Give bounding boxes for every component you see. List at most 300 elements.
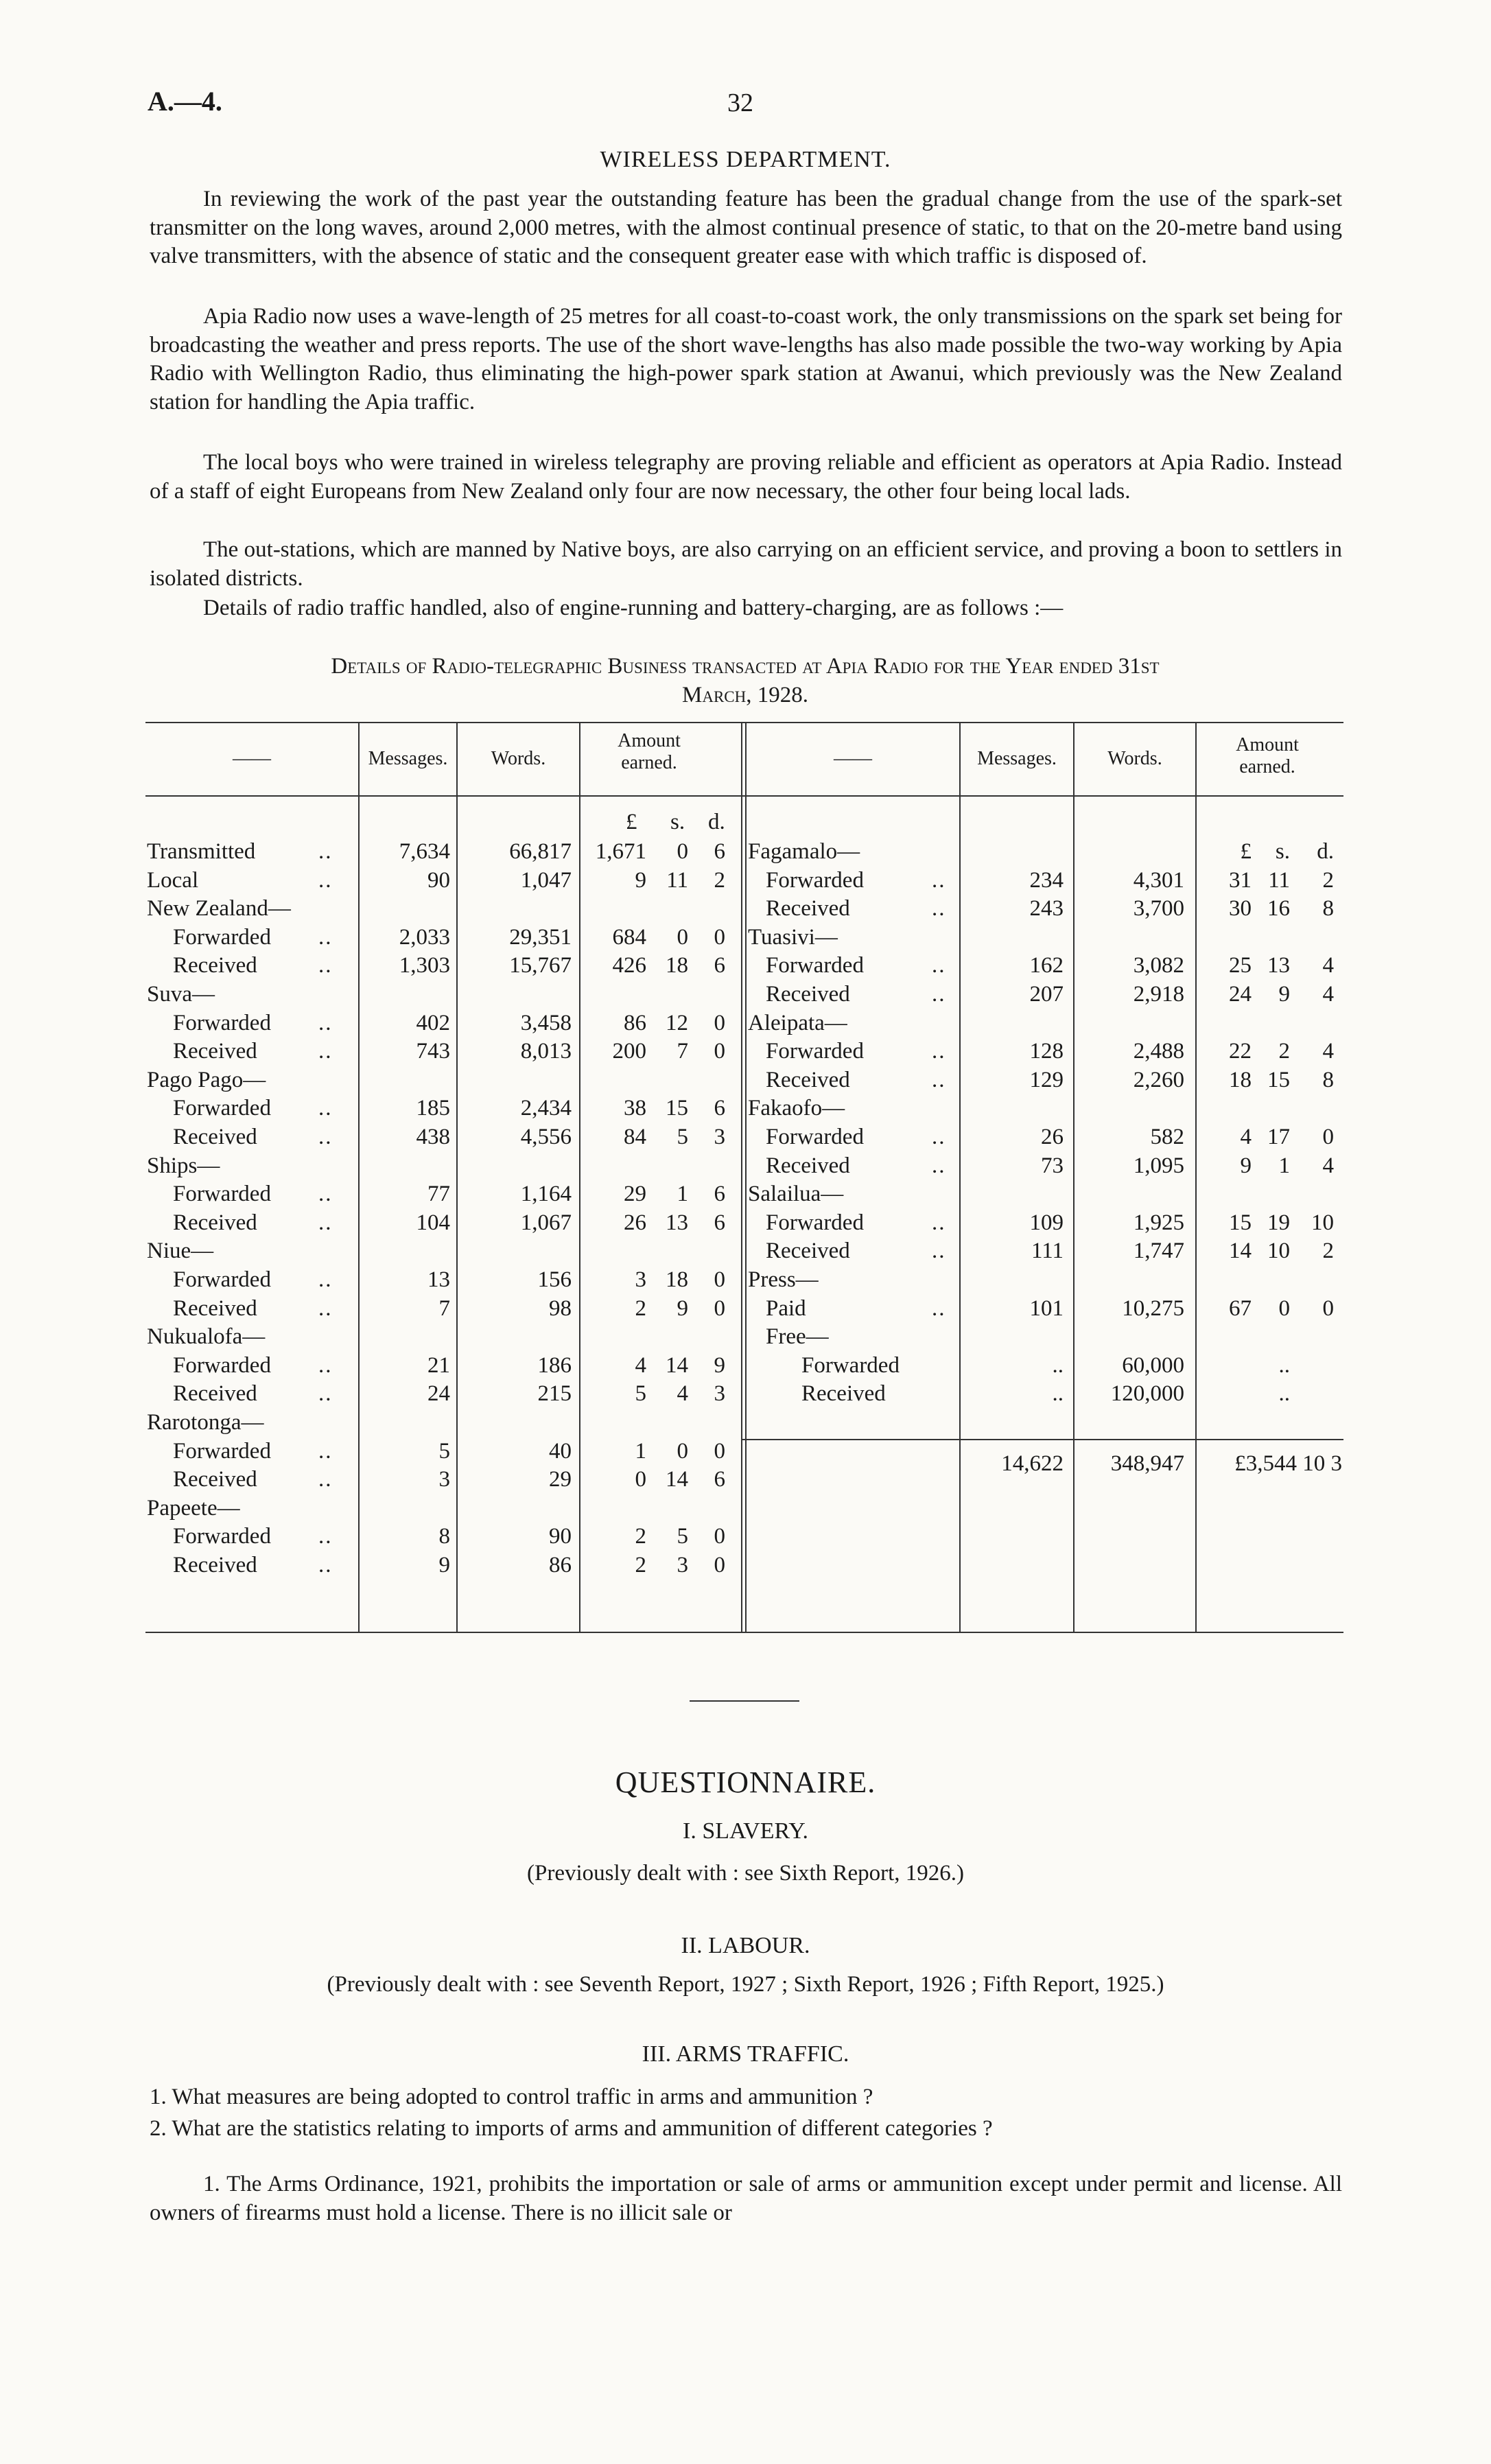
leader-dots: .. — [932, 953, 946, 978]
row-label: Local — [147, 867, 199, 893]
cell-pounds: 4 — [1240, 1125, 1252, 1149]
cell-messages: .. — [1052, 1381, 1064, 1407]
leader-dots: .. — [318, 1467, 333, 1492]
row-label: Received — [173, 1295, 257, 1321]
cell-pounds: 426 — [612, 953, 646, 978]
document-id: A.—4. — [148, 86, 222, 117]
table-row — [747, 866, 1343, 895]
labour-note: (Previously dealt with : see Seventh Report, 1927 ; Sixth Report, 1926 ; Fifth Report, 1925.) — [327, 1972, 1164, 1997]
cell-shillings: 13 — [666, 1210, 688, 1235]
cell-words: 4,556 — [520, 1125, 572, 1149]
unit-shilling: s. — [670, 810, 685, 834]
table-row — [145, 1123, 742, 1151]
row-label: Forwarded — [173, 1182, 271, 1207]
units-row — [145, 808, 742, 836]
cell-words: 86 — [549, 1553, 572, 1577]
row-label: Suva— — [147, 982, 215, 1007]
cell-shillings: 16 — [1267, 896, 1290, 922]
total-messages: 14,622 — [1001, 1451, 1064, 1476]
cell-messages: 101 — [1029, 1295, 1064, 1321]
table-title — [144, 652, 1346, 709]
row-label: Forwarded — [173, 1010, 271, 1035]
leader-dots: .. — [318, 1381, 333, 1407]
cell-messages: 207 — [1029, 982, 1064, 1007]
table-row — [145, 1151, 742, 1180]
cell-pence: 4 — [1322, 1039, 1334, 1064]
leader-dots: .. — [318, 1182, 333, 1207]
cell-shillings: 7 — [677, 1039, 688, 1064]
cell-messages: 243 — [1029, 896, 1064, 922]
row-label: Received — [173, 1381, 257, 1407]
cell-shillings: 0 — [677, 1438, 688, 1464]
cell-shillings: 5 — [677, 1125, 688, 1149]
cell-words: 10,275 — [1122, 1295, 1184, 1321]
table-row — [145, 1551, 742, 1580]
cell-shillings: 18 — [666, 1267, 688, 1292]
answer-paragraph: 1. The Arms Ordinance, 1921, prohibits the importation or sale of arms or ammunition except under permit and license. All owners of firearms must hold a license. There is no illicit sale or — [150, 2172, 1342, 2225]
cell-shillings: 5 — [677, 1524, 688, 1549]
table-row — [145, 1408, 742, 1437]
row-label: Forwarded — [766, 953, 864, 978]
cell-pounds: 30 — [1229, 896, 1252, 922]
cell-pence: 8 — [1322, 1067, 1334, 1092]
cell-shillings: .. — [1278, 1352, 1290, 1378]
cell-messages: .. — [1052, 1352, 1064, 1378]
leader-dots: .. — [932, 982, 946, 1007]
row-label: Free— — [766, 1324, 829, 1350]
cell-shillings: 14 — [666, 1352, 688, 1378]
paragraph-4: The out-stations, which are manned by Native boys, are also carrying on an efficient service, and proving a boon to settlers in isolated districts. — [150, 537, 1342, 591]
paragraph-2: Apia Radio now uses a wave-length of 25 metres for all coast-to-coast work, the only transmissions on the spark set being for broadcasting the weather and press reports. The use of the short wave-lengths has also made possible the two-way working by Apia Radio with Wellington Radio, thus eliminating the high-power spark station at Awanui, which previously was the New Zealand station for handling the Apia traffic. — [150, 304, 1342, 414]
cell-pence: 4 — [1322, 1153, 1334, 1178]
table-title-line2: March, 1928. — [682, 683, 808, 707]
cell-words: 2,918 — [1133, 982, 1184, 1007]
leader-dots: .. — [318, 1295, 333, 1321]
cell-messages: 743 — [416, 1039, 450, 1064]
cell-pence: 0 — [714, 924, 725, 950]
cell-pounds: 24 — [1229, 982, 1252, 1007]
row-label: Pago Pago— — [147, 1067, 266, 1092]
question-2: 2. What are the statistics relating to imports of arms and ammunition of different categories ? — [150, 2116, 993, 2141]
row-label: Received — [173, 1039, 257, 1064]
row-label: Forwarded — [173, 1267, 271, 1292]
cell-shillings: 15 — [666, 1096, 688, 1121]
cell-pounds: £ — [1240, 839, 1252, 864]
cell-shillings: 1 — [1278, 1153, 1290, 1178]
col-header-words-right: Words. — [1107, 748, 1162, 769]
row-label: Salailua— — [748, 1182, 844, 1207]
table-row — [747, 1094, 1343, 1123]
cell-messages: 128 — [1029, 1039, 1064, 1064]
row-label: Press— — [748, 1267, 819, 1292]
table-bottom-rule — [145, 1632, 1343, 1633]
questionnaire-title: QUESTIONNAIRE. — [615, 1765, 876, 1799]
cell-words: 29,351 — [509, 924, 572, 950]
row-label: Forwarded — [173, 1352, 271, 1378]
row-label: Ships— — [147, 1153, 220, 1178]
cell-words: 1,095 — [1133, 1153, 1184, 1178]
slavery-note: (Previously dealt with : see Sixth Report, 1926.) — [526, 1861, 964, 1886]
cell-messages: 5 — [438, 1438, 450, 1464]
table-row — [145, 837, 742, 866]
cell-words: 3,700 — [1133, 896, 1184, 922]
leader-dots: .. — [932, 896, 946, 922]
cell-pence: 8 — [1322, 896, 1334, 922]
cell-messages: 402 — [416, 1010, 450, 1035]
cell-words: 29 — [549, 1467, 572, 1492]
table-row — [747, 1265, 1343, 1294]
col-header-amount: Amount earned. — [618, 730, 681, 773]
cell-words: 2,488 — [1133, 1039, 1184, 1064]
table-row — [747, 1066, 1343, 1094]
table-row — [145, 1180, 742, 1208]
table-row — [747, 1351, 1343, 1380]
cell-words: 186 — [537, 1352, 572, 1378]
row-label: Received — [766, 1153, 850, 1178]
cell-pounds: 22 — [1229, 1039, 1252, 1064]
leader-dots: .. — [318, 1553, 333, 1577]
cell-words: 1,164 — [520, 1182, 572, 1207]
page-number: 32 — [727, 89, 753, 117]
row-label: Received — [173, 1467, 257, 1492]
row-label: Aleipata— — [748, 1010, 847, 1035]
cell-shillings: 1 — [677, 1182, 688, 1207]
cell-pence: 6 — [714, 953, 725, 978]
row-label: Received — [766, 982, 850, 1007]
cell-pence: 6 — [714, 1096, 725, 1121]
table-row — [747, 951, 1343, 980]
col-header-words: Words. — [491, 748, 546, 769]
row-label: Received — [173, 953, 257, 978]
table-row — [145, 1351, 742, 1380]
cell-messages: 26 — [1041, 1125, 1064, 1149]
cell-pounds: 9 — [1240, 1153, 1252, 1178]
cell-messages: 13 — [427, 1267, 450, 1292]
leader-dots: .. — [318, 953, 333, 978]
cell-messages: 21 — [427, 1352, 450, 1378]
cell-pounds: 4 — [635, 1352, 646, 1378]
cell-words: 1,925 — [1133, 1210, 1184, 1235]
leader-dots: .. — [318, 1210, 333, 1235]
total-amount: £3,544 10 3 — [1234, 1451, 1342, 1476]
leader-dots: .. — [318, 1039, 333, 1064]
leader-dots: .. — [318, 1524, 333, 1549]
cell-messages: 1,303 — [399, 953, 450, 978]
cell-pence: 2 — [714, 867, 725, 893]
table-row — [145, 1066, 742, 1094]
leader-dots: .. — [318, 1010, 333, 1035]
cell-pounds: 38 — [624, 1096, 646, 1121]
table-row — [145, 1522, 742, 1551]
table-row — [145, 1379, 742, 1408]
cell-shillings: 15 — [1267, 1067, 1290, 1092]
row-label: Forwarded — [801, 1352, 900, 1378]
unit-pence: d. — [708, 810, 725, 834]
table-row — [145, 894, 742, 923]
leader-dots: .. — [318, 1096, 333, 1121]
cell-pounds: 29 — [624, 1182, 646, 1207]
cell-pounds: 1,671 — [595, 839, 646, 864]
row-label: Received — [766, 1067, 850, 1092]
cell-shillings: 10 — [1267, 1239, 1290, 1264]
paragraph-3: The local boys who were trained in wireless telegraphy are proving reliable and efficient as operators at Apia Radio. Instead of a staff of eight Europeans from New Zealand only four are now necessary, the other four being local lads. — [150, 450, 1342, 504]
cell-pounds: 3 — [635, 1267, 646, 1292]
row-label: Paid — [766, 1295, 806, 1321]
row-label: Received — [766, 896, 850, 922]
section-title-wireless: WIRELESS DEPARTMENT. — [600, 147, 891, 172]
cell-shillings: 17 — [1267, 1125, 1290, 1149]
arms-heading: III. ARMS TRAFFIC. — [642, 2041, 849, 2067]
table-row — [145, 1494, 742, 1523]
cell-words: 90 — [549, 1524, 572, 1549]
cell-words: 66,817 — [509, 839, 572, 864]
cell-messages: 7 — [438, 1295, 450, 1321]
cell-pence: 6 — [714, 1182, 725, 1207]
cell-pounds: 2 — [635, 1553, 646, 1577]
leader-dots: .. — [318, 839, 333, 864]
cell-messages: 9 — [438, 1553, 450, 1577]
total-words: 348,947 — [1110, 1451, 1184, 1476]
cell-words: 1,047 — [520, 867, 572, 893]
leader-dots: .. — [932, 1239, 946, 1264]
cell-pounds: 14 — [1229, 1239, 1252, 1264]
row-label: Forwarded — [766, 1039, 864, 1064]
row-label: Rarotonga— — [147, 1410, 264, 1435]
labour-heading: II. LABOUR. — [681, 1933, 810, 1958]
row-label: Forwarded — [766, 1125, 864, 1149]
cell-pence: 0 — [714, 1553, 725, 1577]
cell-pence: 6 — [714, 1210, 725, 1235]
cell-words: 40 — [549, 1438, 572, 1464]
col-header-item-right: —— — [834, 748, 872, 769]
cell-messages: 73 — [1041, 1153, 1064, 1178]
cell-messages: 111 — [1031, 1239, 1064, 1264]
leader-dots: .. — [932, 1153, 946, 1178]
cell-words: 3,082 — [1133, 953, 1184, 978]
col-header-messages-right: Messages. — [977, 748, 1057, 769]
cell-messages: 438 — [416, 1125, 450, 1149]
cell-shillings: s. — [1275, 839, 1290, 864]
cell-shillings: 3 — [677, 1553, 688, 1577]
table-row — [145, 923, 742, 952]
table-title-line1: Details of Radio-telegraphic Business transacted at Apia Radio for the Year ended 31st — [331, 654, 1160, 679]
cell-shillings: 4 — [677, 1381, 688, 1407]
col-header-messages: Messages. — [368, 748, 448, 769]
leader-dots: .. — [318, 1352, 333, 1378]
leader-dots: .. — [932, 1295, 946, 1321]
row-label: Papeete— — [147, 1495, 240, 1521]
leader-dots: .. — [932, 1125, 946, 1149]
cell-messages: 162 — [1029, 953, 1064, 978]
cell-pence: 0 — [714, 1267, 725, 1292]
cell-shillings: 12 — [666, 1010, 688, 1035]
cell-messages: 24 — [427, 1381, 450, 1407]
table-row — [145, 1094, 742, 1123]
table-header-rule — [145, 795, 1343, 797]
table-row — [145, 866, 742, 895]
cell-pounds: 1 — [635, 1438, 646, 1464]
cell-shillings: 13 — [1267, 953, 1290, 978]
row-label: Forwarded — [766, 1210, 864, 1235]
leader-dots: .. — [318, 924, 333, 950]
cell-pence: 6 — [714, 839, 725, 864]
cell-messages: 8 — [438, 1524, 450, 1549]
cell-pence: 4 — [1322, 982, 1334, 1007]
row-label: Fagamalo— — [748, 839, 860, 864]
cell-pounds: 2 — [635, 1524, 646, 1549]
table-row — [747, 1123, 1343, 1151]
table-row — [145, 1322, 742, 1351]
cell-pence: 2 — [1322, 867, 1334, 893]
cell-shillings: 9 — [1278, 982, 1290, 1007]
cell-pence: 4 — [1322, 953, 1334, 978]
row-label: Received — [173, 1553, 257, 1577]
paragraph-5: Details of radio traffic handled, also of engine-running and battery-charging, are as follows :— — [203, 596, 1064, 620]
table-row — [145, 1208, 742, 1237]
cell-words: 215 — [537, 1381, 572, 1407]
col-header-item: —— — [233, 748, 271, 769]
row-label: Tuasivi— — [748, 924, 838, 950]
cell-words: 60,000 — [1122, 1352, 1184, 1378]
cell-words: 8,013 — [520, 1039, 572, 1064]
row-label: Received — [766, 1239, 850, 1264]
cell-shillings: 0 — [677, 924, 688, 950]
cell-shillings: 11 — [1268, 867, 1290, 893]
table-row — [145, 1437, 742, 1466]
cell-shillings: 2 — [1278, 1039, 1290, 1064]
table-row — [145, 1265, 742, 1294]
cell-messages: 109 — [1029, 1210, 1064, 1235]
row-label: Transmitted — [147, 839, 256, 864]
table-row — [145, 951, 742, 980]
cell-messages: 185 — [416, 1096, 450, 1121]
row-label: Fakaofo— — [748, 1096, 845, 1121]
cell-pounds: 67 — [1229, 1295, 1252, 1321]
table-row — [747, 1322, 1343, 1351]
cell-pence: 3 — [714, 1125, 725, 1149]
cell-messages: 104 — [416, 1210, 450, 1235]
leader-dots: .. — [932, 1210, 946, 1235]
cell-words: 3,458 — [520, 1010, 572, 1035]
cell-pence: 6 — [714, 1467, 725, 1492]
cell-pence: 0 — [714, 1295, 725, 1321]
cell-pounds: 15 — [1229, 1210, 1252, 1235]
table-row — [145, 1236, 742, 1265]
leader-dots: .. — [318, 1267, 333, 1292]
cell-messages: 77 — [427, 1182, 450, 1207]
unit-pound: £ — [626, 810, 637, 834]
table-row — [747, 837, 1343, 866]
cell-pounds: 86 — [624, 1010, 646, 1035]
cell-shillings: 11 — [666, 867, 688, 893]
leader-dots: .. — [318, 867, 333, 893]
slavery-heading: I. SLAVERY. — [683, 1818, 808, 1844]
cell-words: 1,747 — [1133, 1239, 1184, 1264]
row-label: Forwarded — [173, 1524, 271, 1549]
cell-pence: 0 — [1322, 1125, 1334, 1149]
cell-shillings: 14 — [666, 1467, 688, 1492]
cell-words: 2,434 — [520, 1096, 572, 1121]
cell-shillings: 18 — [666, 953, 688, 978]
cell-pounds: 684 — [612, 924, 646, 950]
col-header-amount-right: Amount earned. — [1236, 734, 1299, 777]
table-row — [747, 1236, 1343, 1265]
cell-shillings: 0 — [677, 839, 688, 864]
table-row — [145, 1294, 742, 1323]
table-row — [747, 894, 1343, 923]
cell-pence: 3 — [714, 1381, 725, 1407]
cell-pounds: 0 — [635, 1467, 646, 1492]
cell-pounds: 5 — [635, 1381, 646, 1407]
cell-messages: 3 — [438, 1467, 450, 1492]
cell-shillings: 9 — [677, 1295, 688, 1321]
cell-words: 156 — [537, 1267, 572, 1292]
cell-pounds: 31 — [1229, 867, 1252, 893]
cell-pounds: 26 — [624, 1210, 646, 1235]
cell-pence: 0 — [714, 1039, 725, 1064]
row-label: Nukualofa— — [147, 1324, 266, 1350]
table-row — [747, 1208, 1343, 1237]
cell-words: 582 — [1150, 1125, 1184, 1149]
question-1: 1. What measures are being adopted to control traffic in arms and ammunition ? — [150, 2085, 873, 2109]
row-label: New Zealand— — [147, 896, 291, 922]
cell-words: 2,260 — [1133, 1067, 1184, 1092]
table-row — [747, 1180, 1343, 1208]
row-label: Received — [173, 1125, 257, 1149]
cell-pounds: 2 — [635, 1295, 646, 1321]
leader-dots: .. — [932, 1067, 946, 1092]
cell-pence: 0 — [714, 1010, 725, 1035]
cell-pounds: 84 — [624, 1125, 646, 1149]
cell-messages: 90 — [427, 867, 450, 893]
table-row — [747, 1294, 1343, 1323]
cell-messages: 129 — [1029, 1067, 1064, 1092]
cell-pence: 0 — [714, 1524, 725, 1549]
cell-pounds: 200 — [612, 1039, 646, 1064]
paragraph-1: In reviewing the work of the past year the outstanding feature has been the gradual change from the use of the spark-set transmitter on the long waves, around 2,000 metres, with the almost continual presence of static, to that on the 20-metre band using valve transmitters, with the absence of static and the consequent greater ease with which traffic is disposed of. — [150, 187, 1342, 268]
table-row — [145, 1009, 742, 1037]
table-row — [747, 1037, 1343, 1066]
radio-business-table — [145, 722, 1343, 1633]
cell-words: 4,301 — [1133, 867, 1184, 893]
row-label: Forwarded — [766, 867, 864, 893]
table-row — [145, 1037, 742, 1066]
table-row — [747, 1379, 1343, 1408]
row-label: Forwarded — [173, 1096, 271, 1121]
cell-words: 120,000 — [1110, 1381, 1184, 1407]
cell-pence: 10 — [1311, 1210, 1334, 1235]
cell-words: 15,767 — [509, 953, 572, 978]
cell-shillings: .. — [1278, 1381, 1290, 1407]
cell-shillings: 19 — [1267, 1210, 1290, 1235]
cell-pence: 0 — [714, 1438, 725, 1464]
cell-words: 98 — [549, 1295, 572, 1321]
row-label: Received — [173, 1210, 257, 1235]
leader-dots: .. — [932, 1039, 946, 1064]
cell-messages: 234 — [1029, 867, 1064, 893]
leader-dots: .. — [318, 1125, 333, 1149]
cell-messages: 7,634 — [399, 839, 450, 864]
section-divider — [690, 1700, 799, 1702]
leader-dots: .. — [932, 867, 946, 893]
cell-pence: 0 — [1322, 1295, 1334, 1321]
table-row — [145, 1465, 742, 1494]
row-label: Forwarded — [173, 924, 271, 950]
table-row — [747, 980, 1343, 1009]
totals-rule — [742, 1439, 1343, 1440]
table-row — [747, 1151, 1343, 1180]
cell-pounds: 9 — [635, 867, 646, 893]
